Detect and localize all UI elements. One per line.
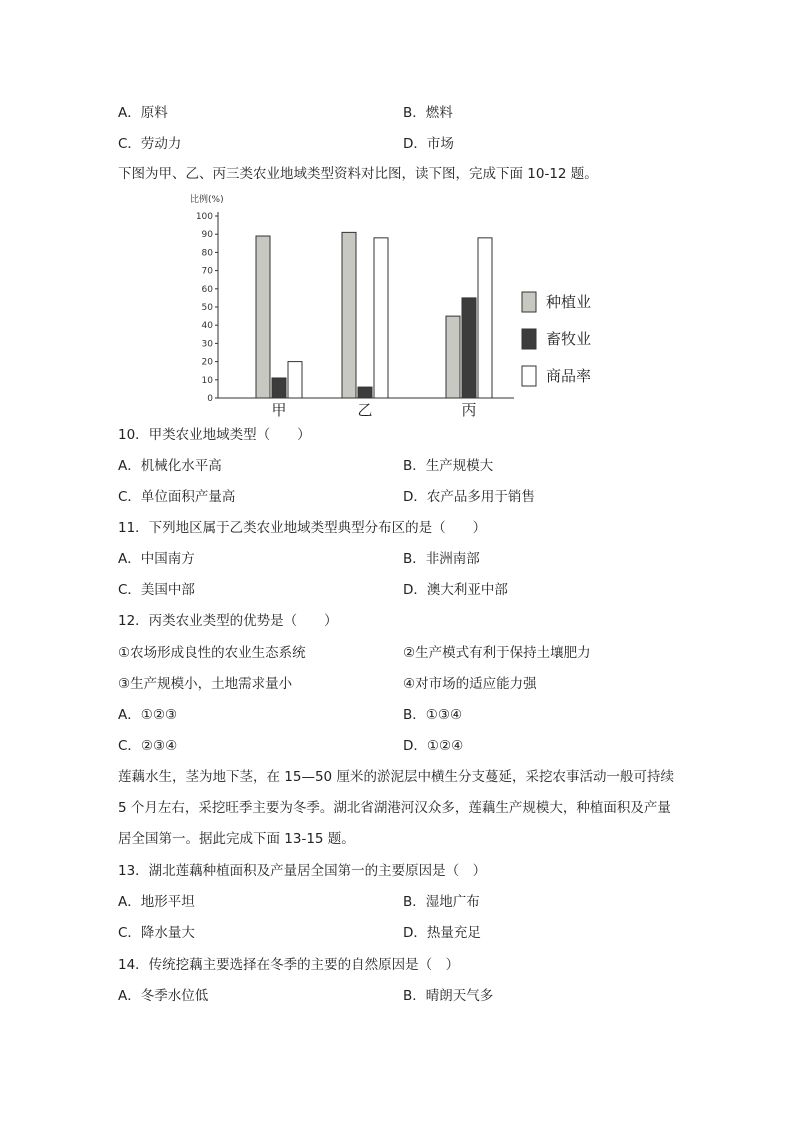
q11-option-b: B．非洲南部 — [403, 551, 480, 567]
q9-option-a: A．原料 — [118, 105, 168, 121]
legend-swatch-商品率 — [522, 366, 536, 386]
agriculture-bar-chart — [186, 188, 626, 420]
y-tick-label: 70 — [201, 266, 213, 277]
passage-line-3: 居全国第一。据此完成下面 13-15 题。 — [118, 831, 355, 847]
y-tick-label: 50 — [201, 303, 213, 313]
bar-甲-种植业 — [256, 236, 270, 398]
q13-option-a: A．地形平坦 — [118, 894, 195, 910]
q13-stem: 13．湖北莲藕种植面积及产量居全国第一的主要原因是（ ） — [118, 863, 487, 879]
y-tick-label: 80 — [201, 248, 213, 259]
q14-option-a: A．冬季水位低 — [118, 988, 209, 1004]
passage-line-1: 莲藕水生，茎为地下茎，在 15—50 厘米的淤泥层中横生分支蔓延，采挖农事活动一般可持续 — [118, 769, 674, 785]
bar-甲-畜牧业 — [272, 378, 286, 398]
y-tick-label: 20 — [201, 357, 213, 368]
q11-option-a: A．中国南方 — [118, 551, 195, 567]
legend-label-畜牧业: 畜牧业 — [546, 330, 592, 348]
q12-statement-4: ④对市场的适应能力强 — [403, 676, 537, 692]
q9-option-c: C．劳动力 — [118, 136, 182, 152]
q12-stem: 12．丙类农业类型的优势是（ ） — [118, 613, 338, 629]
bar-乙-畜牧业 — [358, 387, 372, 398]
q12-option-b: B．①③④ — [403, 707, 463, 723]
x-category-label: 乙 — [357, 401, 373, 419]
q13-option-b: B．湿地广布 — [403, 894, 480, 910]
passage-line-2: 5 个月左右，采挖旺季主要为冬季。湖北省湖港河汉众多，莲藕生产规模大，种植面积及产量 — [118, 800, 671, 816]
bar-乙-商品率 — [374, 238, 388, 398]
legend-swatch-种植业 — [522, 292, 536, 312]
q12-statement-2: ②生产模式有利于保持土壤肥力 — [403, 645, 591, 661]
q13-option-d: D．热量充足 — [403, 925, 481, 941]
y-tick-label: 0 — [207, 394, 213, 404]
y-tick-label: 100 — [195, 212, 213, 222]
q10-option-a: A．机械化水平高 — [118, 458, 222, 474]
q10-option-d: D．农产品多用于销售 — [403, 489, 535, 505]
legend-label-商品率: 商品率 — [546, 367, 592, 385]
chart-intro: 下图为甲、乙、丙三类农业地域类型资料对比图，读下图，完成下面 10-12 题。 — [118, 166, 598, 182]
q9-option-d: D．市场 — [403, 136, 454, 152]
legend-swatch-畜牧业 — [522, 329, 536, 349]
bar-甲-商品率 — [288, 362, 302, 398]
y-tick-label: 90 — [201, 230, 213, 241]
q12-statement-1: ①农场形成良性的农业生态系统 — [118, 645, 306, 661]
bar-乙-种植业 — [342, 232, 356, 398]
y-tick-label: 30 — [201, 339, 213, 350]
y-axis-label: 比例(%) — [190, 195, 224, 205]
q10-option-c: C．单位面积产量高 — [118, 489, 236, 505]
bar-丙-畜牧业 — [462, 298, 476, 398]
q11-stem: 11．下列地区属于乙类农业地域类型典型分布区的是（ ） — [118, 520, 487, 536]
legend-label-种植业: 种植业 — [546, 293, 592, 311]
q13-option-c: C．降水量大 — [118, 925, 195, 941]
q12-option-d: D．①②④ — [403, 738, 464, 754]
bar-丙-商品率 — [478, 238, 492, 398]
x-category-label: 丙 — [461, 401, 477, 419]
q12-option-c: C．②③④ — [118, 738, 178, 754]
q12-statement-3: ③生产规模小，土地需求量小 — [118, 676, 293, 692]
y-tick-label: 60 — [201, 284, 213, 295]
bar-丙-种植业 — [446, 316, 460, 398]
q14-stem: 14．传统挖藕主要选择在冬季的主要的自然原因是（ ） — [118, 957, 460, 973]
q9-option-b: B．燃料 — [403, 105, 453, 121]
q11-option-c: C．美国中部 — [118, 582, 195, 598]
q14-option-b: B．晴朗天气多 — [403, 988, 494, 1004]
x-category-label: 甲 — [271, 401, 287, 419]
q10-stem: 10．甲类农业地域类型（ ） — [118, 427, 311, 443]
q10-option-b: B．生产规模大 — [403, 458, 494, 474]
y-tick-label: 40 — [201, 321, 213, 332]
q12-option-a: A．①②③ — [118, 707, 178, 723]
y-tick-label: 10 — [201, 375, 213, 386]
q11-option-d: D．澳大利亚中部 — [403, 582, 508, 598]
